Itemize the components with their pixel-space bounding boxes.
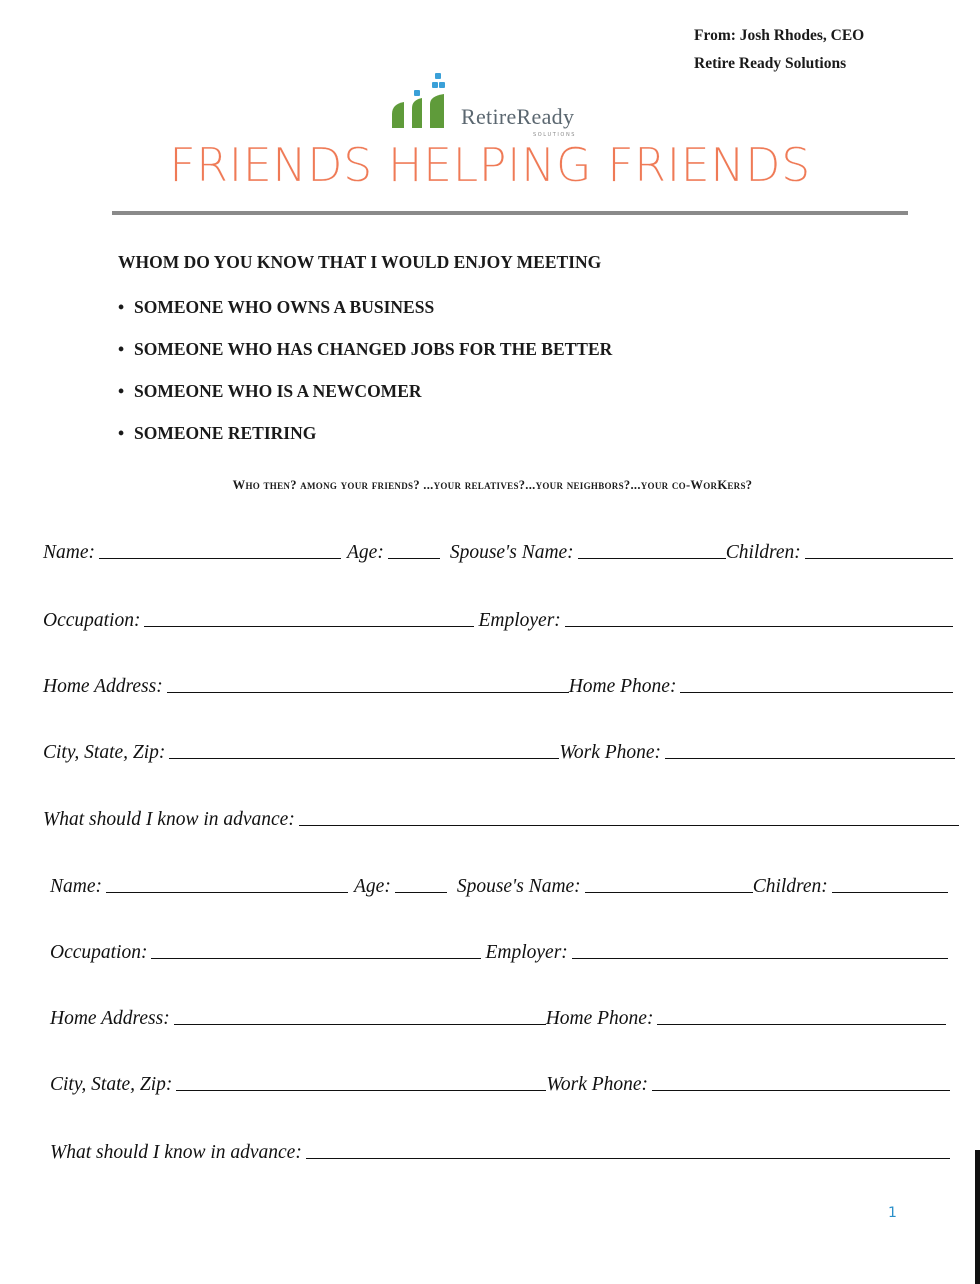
home-phone-label: Home Phone: [568,676,677,697]
employer-label: Employer: [478,610,561,631]
children-field[interactable] [832,891,948,893]
intro-heading: WHOM DO YOU KNOW THAT I WOULD ENJOY MEETING [118,252,602,272]
city-label: City, State, Zip: [43,742,166,763]
name-label: Name: [43,542,95,563]
list-item: • SOMEONE WHO HAS CHANGED JOBS FOR THE BETTER [118,336,612,378]
age-label: Age: [347,542,384,563]
advance-label: What should I know in advance: [43,809,295,830]
home-address-label: Home Address: [43,676,163,697]
form1-row-name [43,534,953,564]
employer-field[interactable] [565,625,953,627]
logo-tagline: SOLUTIONS [533,132,577,138]
home-address-label: Home Address: [50,1008,170,1029]
work-phone-label: Work Phone: [559,742,662,763]
name-field[interactable] [106,891,348,893]
children-label: Children: [752,876,828,897]
form1-row-occupation [43,602,953,632]
retireready-logo [388,70,618,140]
advance-field[interactable] [299,824,959,826]
children-label: Children: [725,542,801,563]
children-field[interactable] [805,557,953,559]
spouse-label: Spouse's Name: [456,876,581,897]
city-label: City, State, Zip: [50,1074,173,1095]
form2-row-advance [50,1134,950,1164]
form2-row-address [50,1000,946,1030]
spouse-field[interactable] [578,557,726,559]
home-phone-field[interactable] [657,1023,946,1025]
form1-row-address [43,668,953,698]
name-label: Name: [50,876,102,897]
home-address-field[interactable] [167,691,569,693]
company-line: Retire Ready Solutions [694,55,847,72]
home-phone-label: Home Phone: [545,1008,654,1029]
advance-field[interactable] [306,1157,950,1159]
intro-list [118,294,612,462]
work-phone-field[interactable] [652,1089,950,1091]
occupation-field[interactable] [144,625,474,627]
city-field[interactable] [169,757,559,759]
employer-label: Employer: [485,942,568,963]
form2-row-city [50,1066,950,1096]
list-item: • SOMEONE WHO OWNS A BUSINESS [118,294,612,336]
form1-row-city [43,734,955,764]
from-line: From: Josh Rhodes, CEO [694,27,865,44]
form2-row-occupation [50,934,948,964]
name-field[interactable] [99,557,341,559]
occupation-field[interactable] [151,957,481,959]
logo-mark-icon [388,70,458,132]
page-edge-bar [975,1150,980,1284]
occupation-label: Occupation: [43,610,141,631]
spouse-field[interactable] [585,891,753,893]
advance-label: What should I know in advance: [50,1142,302,1163]
list-item: • SOMEONE RETIRING [118,420,612,462]
employer-field[interactable] [572,957,948,959]
city-field[interactable] [176,1089,546,1091]
age-field[interactable] [388,557,440,559]
spouse-label: Spouse's Name: [449,542,574,563]
home-address-field[interactable] [174,1023,546,1025]
who-then-prompt: Who then? among your friends? ...your relatives?...your neighbors?...your co-WorKers? [232,478,753,492]
list-item: • SOMEONE WHO IS A NEWCOMER [118,378,612,420]
work-phone-label: Work Phone: [546,1074,649,1095]
from-block [694,22,954,78]
age-label: Age: [354,876,391,897]
page-title: FRIENDS HELPING FRIENDS [169,138,811,192]
form1-row-advance [43,801,959,831]
work-phone-field[interactable] [665,757,955,759]
page-number: 1 [888,1205,897,1221]
title-divider [112,211,908,215]
home-phone-field[interactable] [680,691,953,693]
logo-wordmark: RetireReady [461,104,575,129]
form2-row-name [50,868,948,898]
age-field[interactable] [395,891,447,893]
occupation-label: Occupation: [50,942,148,963]
